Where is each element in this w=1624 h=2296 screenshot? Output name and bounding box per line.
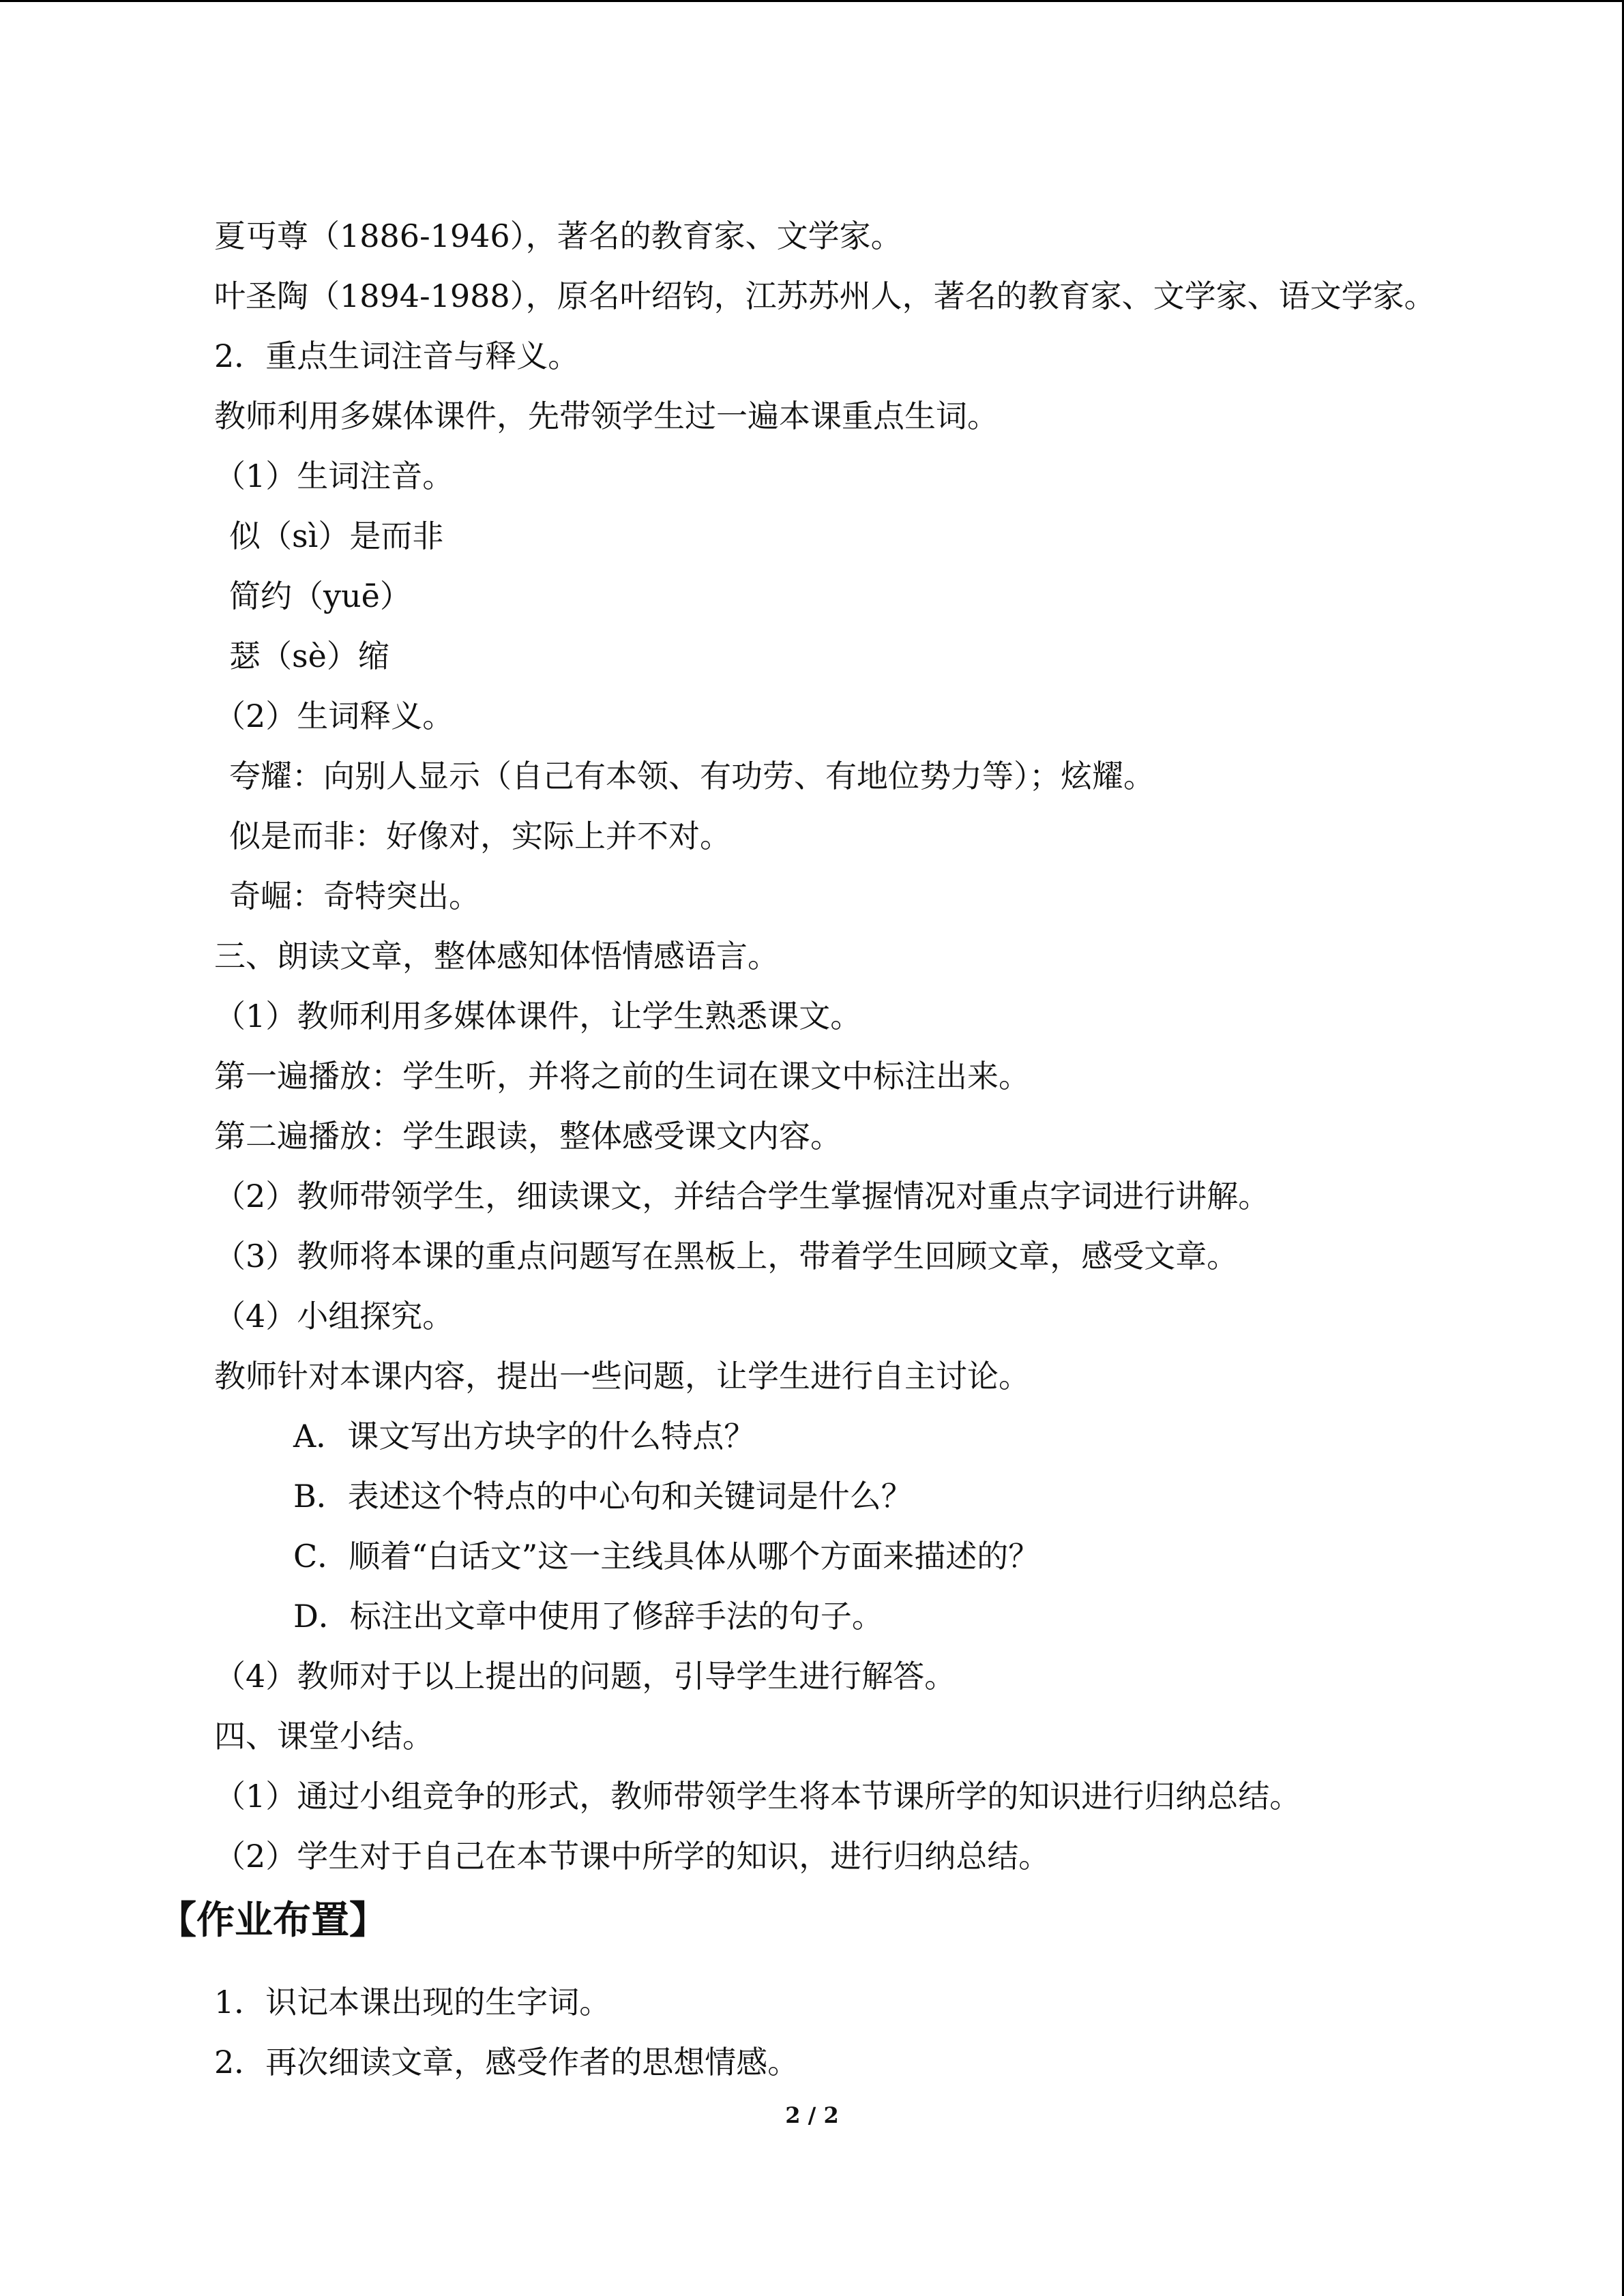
- paragraph-xia-mianzun: 夏丏尊（1886-1946），著名的教育家、文学家。: [214, 218, 902, 254]
- homework-item-2: 2．再次细读文章，感受作者的思想情感。: [214, 2044, 799, 2081]
- paragraph-summary-2: （2）学生对于自己在本节课中所学的知识，进行归纳总结。: [214, 1838, 1050, 1875]
- paragraph-reading-1: （1）教师利用多媒体课件，让学生熟悉课文。: [214, 998, 862, 1034]
- paragraph-definition-heading: （2）生词释义。: [214, 698, 454, 734]
- paragraph-ye-shengtao: 叶圣陶（1894-1988），原名叶绍钧，江苏苏州人，著名的教育家、文学家、语文学家。: [214, 278, 1436, 314]
- paragraph-answer-guide: （4）教师对于以上提出的问题，引导学生进行解答。: [214, 1658, 956, 1695]
- paragraph-pinyin-heading: （1）生词注音。: [214, 458, 454, 494]
- paragraph-vocab-intro: 教师利用多媒体课件，先带领学生过一遍本课重点生词。: [214, 398, 999, 434]
- vocab-pinyin-2: 简约（yuē）: [229, 578, 411, 614]
- vocab-pinyin-3: 瑟（sè）缩: [229, 638, 389, 674]
- vocab-pinyin-1: 似（sì）是而非: [229, 518, 444, 554]
- question-c: C．顺着“白话文”这一主线具体从哪个方面来描述的？: [293, 1538, 1040, 1575]
- question-b: B．表述这个特点的中心句和关键词是什么？: [293, 1478, 913, 1515]
- page-border-top: [0, 0, 1624, 2]
- paragraph-questions-intro: 教师针对本课内容，提出一些问题，让学生进行自主讨论。: [214, 1358, 1030, 1395]
- question-d: D．标注出文章中使用了修辞手法的句子。: [293, 1598, 883, 1635]
- question-a: A．课文写出方块字的什么特点？: [293, 1418, 756, 1455]
- homework-item-1: 1．识记本课出现的生字词。: [214, 1984, 611, 2021]
- paragraph-reading-2: （2）教师带领学生，细读课文，并结合学生掌握情况对重点字词进行讲解。: [214, 1178, 1270, 1214]
- vocab-definition-1: 夸耀：向别人显示（自己有本领、有功劳、有地位势力等）；炫耀。: [229, 758, 1155, 794]
- homework-heading: 【作业布置】: [158, 1898, 387, 1943]
- paragraph-first-play: 第一遍播放：学生听，并将之前的生词在课文中标注出来。: [214, 1058, 1030, 1094]
- section-summary-heading: 四、课堂小结。: [214, 1718, 434, 1755]
- page-number: 2 / 2: [785, 2102, 839, 2128]
- section-reading-heading: 三、朗读文章，整体感知体悟情感语言。: [214, 938, 779, 974]
- paragraph-group-study: （4）小组探究。: [214, 1298, 454, 1335]
- paragraph-vocab-heading: 2．重点生词注音与释义。: [214, 338, 580, 374]
- paragraph-second-play: 第二遍播放：学生跟读，整体感受课文内容。: [214, 1118, 842, 1154]
- vocab-definition-2: 似是而非：好像对，实际上并不对。: [229, 818, 731, 854]
- paragraph-summary-1: （1）通过小组竞争的形式，教师带领学生将本节课所学的知识进行归纳总结。: [214, 1778, 1301, 1815]
- paragraph-reading-3: （3）教师将本课的重点问题写在黑板上，带着学生回顾文章，感受文章。: [214, 1238, 1239, 1274]
- vocab-definition-3: 奇崛：奇特突出。: [229, 878, 480, 914]
